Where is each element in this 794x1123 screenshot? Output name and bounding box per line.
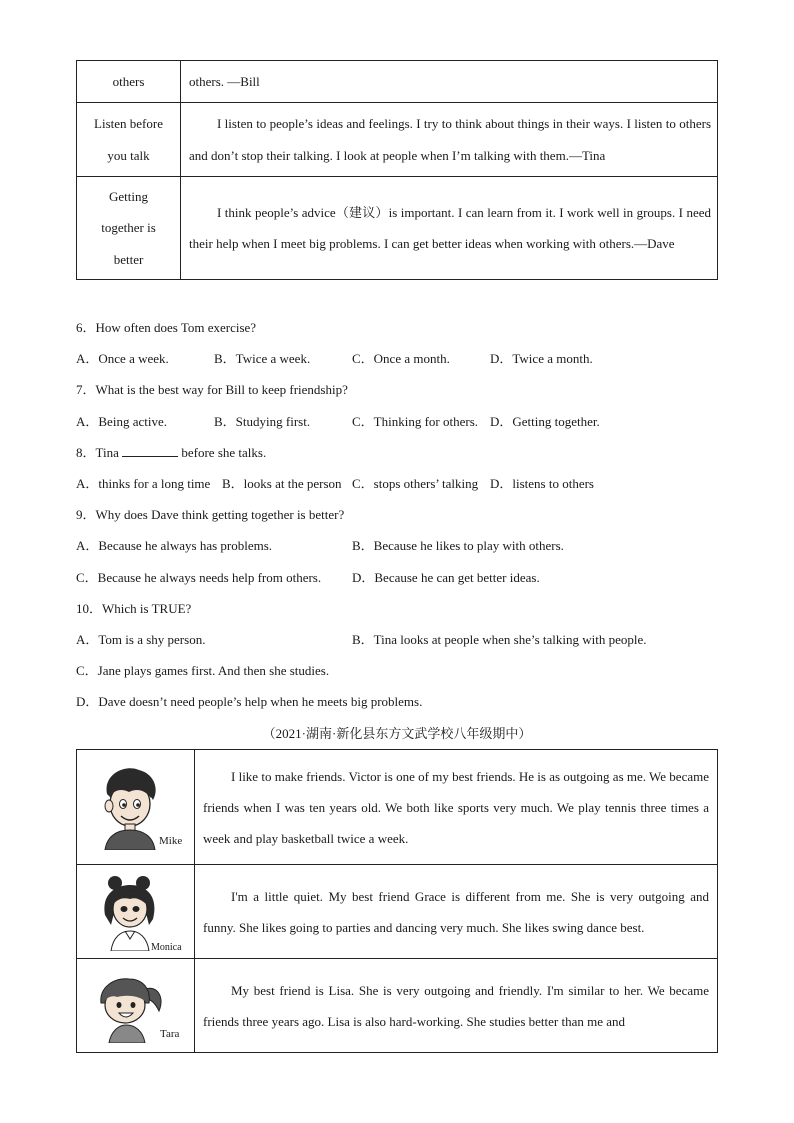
option[interactable]: B．Studying first. <box>214 414 311 429</box>
table-row <box>77 750 718 865</box>
girl-portrait-icon <box>97 875 163 951</box>
portrait-cell <box>77 959 195 1053</box>
question-7-stem: 7．What is the best way for Bill to keep friendship? <box>76 382 348 397</box>
portrait-cell <box>77 750 195 865</box>
row-text: I listen to people’s ideas and feelings. I try to think about things in their ways. I listen to others and don’t stop their talking. I look at people when I’m talking with them.—Tina <box>181 103 718 177</box>
table-row <box>77 959 718 1053</box>
character-name: Mike <box>159 835 183 847</box>
question-8-stem: 8．Tina before she talks. <box>76 445 267 460</box>
question-9-stem: 9．Why does Dave think getting together is better? <box>76 507 345 522</box>
option[interactable]: D．Twice a month. <box>490 351 593 366</box>
option[interactable]: C．Jane plays games first. And then she studies. <box>76 663 330 678</box>
option[interactable]: A．thinks for a long time <box>76 476 211 491</box>
portrait-cell <box>77 865 195 959</box>
option[interactable]: D．listens to others <box>490 476 594 491</box>
section-heading: （2021·湖南·新化县东方文武学校八年级期中） <box>262 726 532 741</box>
row-text: I like to make friends. Victor is one of my best friends. He is as outgoing as me. We became friends when I was ten years old. We both like sports very much. We play tennis three times a week and play basketball twice a week. <box>195 750 718 865</box>
row-label: Listen before you talk <box>77 103 181 177</box>
option[interactable]: A．Being active. <box>76 414 167 429</box>
question-10-stem: 10．Which is TRUE? <box>76 601 192 616</box>
row-text: I'm a little quiet. My best friend Grace is different from me. She is very outgoing and funny. She likes going to parties and dancing very much. She likes swing dance best. <box>195 865 718 959</box>
girl-ponytail-portrait-icon <box>95 973 165 1043</box>
option[interactable]: C．Thinking for others. <box>352 414 479 429</box>
passage-table-1 <box>76 60 718 280</box>
option[interactable]: A．Tom is a shy person. <box>76 632 206 647</box>
table-row <box>77 177 718 280</box>
question-6-stem: 6．How often does Tom exercise? <box>76 320 257 335</box>
option[interactable]: C．Because he always needs help from others. <box>76 570 322 585</box>
option[interactable]: A．Because he always has problems. <box>76 538 273 553</box>
row-label: others <box>77 61 181 103</box>
option[interactable]: D．Dave doesn’t need people’s help when he meets big problems. <box>76 694 423 709</box>
boy-portrait-icon <box>95 764 165 850</box>
option[interactable]: B．Tina looks at people when she’s talking with people. <box>352 632 647 647</box>
option[interactable]: A．Once a week. <box>76 351 169 366</box>
option[interactable]: D．Because he can get better ideas. <box>352 570 540 585</box>
option[interactable]: D．Getting together. <box>490 414 600 429</box>
option[interactable]: C．Once a month. <box>352 351 450 366</box>
answer-blank <box>122 444 178 457</box>
character-name: Tara <box>160 1028 180 1040</box>
table-row <box>77 865 718 959</box>
option[interactable]: B．Because he likes to play with others. <box>352 538 564 553</box>
passage-table-2 <box>76 749 718 1053</box>
row-text: My best friend is Lisa. She is very outgoing and friendly. I'm similar to her. We became friends three years ago. Lisa is also hard-working. She studies better than me and <box>195 959 718 1053</box>
table-row <box>77 103 718 177</box>
row-text: I think people’s advice（建议）is important. I can learn from it. I work well in groups. I need their help when I meet big problems. I can get better ideas when working with others.—Dave <box>181 177 718 280</box>
option[interactable]: B．looks at the person <box>222 476 342 491</box>
row-text: others. —Bill <box>181 61 718 103</box>
option[interactable]: C．stops others’ talking <box>352 476 479 491</box>
option[interactable]: B．Twice a week. <box>214 351 311 366</box>
character-name: Monica <box>151 942 182 953</box>
row-label: Getting together is better <box>77 177 181 280</box>
table-row <box>77 61 718 103</box>
